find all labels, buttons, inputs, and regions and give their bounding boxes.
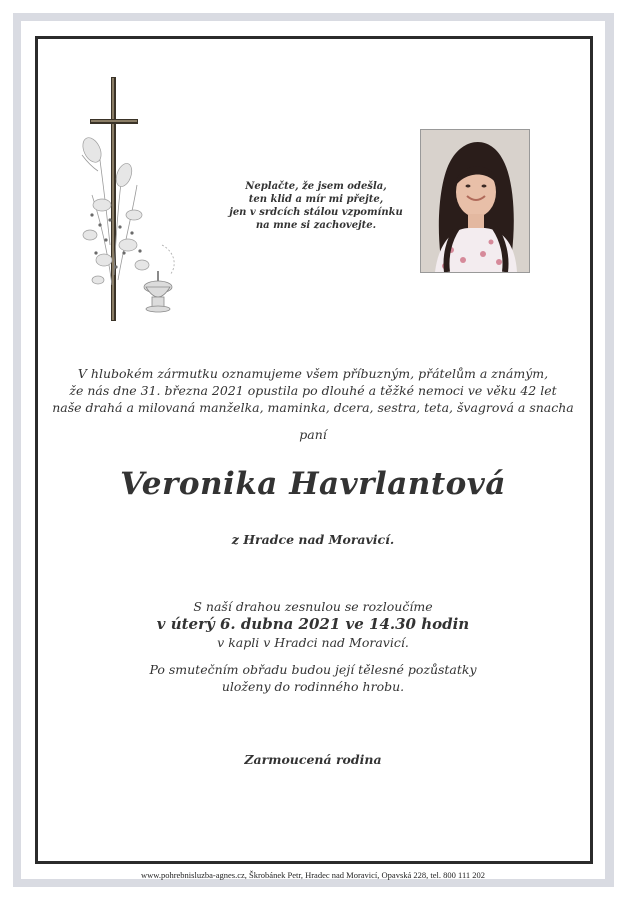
farewell-details — [40, 598, 586, 651]
verse-line: jen v srdcích stálou vzpomínku — [229, 207, 403, 218]
remains-line: uloženy do rodinného hrobu. — [221, 679, 405, 694]
remains-line: Po smutečním obřadu budou její tělesné pozůstatky — [149, 662, 477, 677]
signoff: Zarmoucená rodina — [244, 752, 382, 767]
footer-contact: www.pohrebnisluzba-agnes.cz, Škrobánek Petr, Hradec nad Moravicí, Opavská 228, tel. 800 111 202 — [140, 870, 486, 880]
announcement-line: V hlubokém zármutku oznamujeme všem příbuzným, přátelům a známým, — [77, 366, 549, 381]
verse-line: na mne si zachovejte. — [255, 220, 377, 231]
announcement-line: naše drahá a milovaná manželka, maminka, dcera, sestra, teta, švagrová a snacha — [52, 400, 574, 415]
portrait-image — [421, 130, 529, 272]
portrait-photo — [420, 129, 530, 273]
announcement-line: že nás dne 31. března 2021 opustila po dlouhé a těžké nemoci ve věku 42 let — [69, 383, 557, 398]
deceased-origin: z Hradce nad Moravicí. — [231, 532, 395, 547]
verse-line: Neplačte, že jsem odešla, — [245, 181, 387, 192]
farewell-date: v úterý 6. dubna 2021 ve 14.30 hodin — [156, 615, 470, 633]
verse-line: ten klid a mír mi přejte, — [248, 194, 384, 205]
announcement-text — [40, 365, 586, 416]
memorial-verse — [226, 180, 406, 232]
honorific: paní — [299, 427, 327, 442]
deceased-name: Veronika Havrlantová — [120, 466, 506, 502]
farewell-place: v kapli v Hradci nad Moravicí. — [217, 635, 409, 650]
cross-lily-icon — [62, 75, 190, 325]
farewell-intro: S naší drahou zesnulou se rozloučíme — [193, 599, 433, 614]
remains-note — [40, 661, 586, 695]
